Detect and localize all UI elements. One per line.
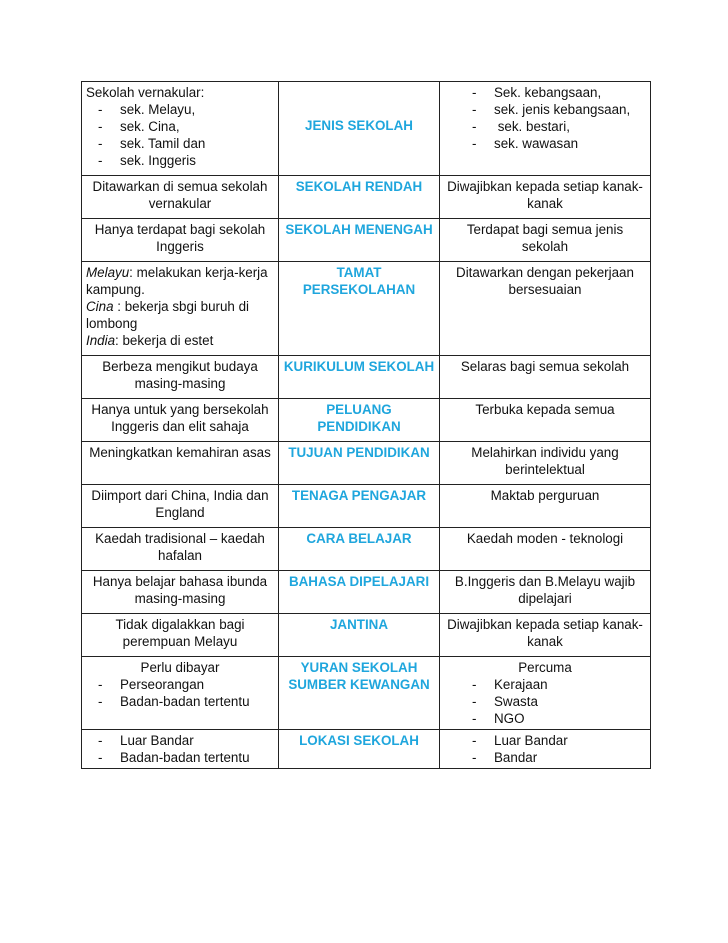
- list-item: - Perseorangan: [98, 677, 205, 692]
- ethnic-label: Cina: [86, 299, 114, 314]
- right-cell: Maktab perguruan: [440, 485, 651, 528]
- comparison-table: [81, 81, 651, 769]
- category-label: BAHASA DIPELAJARI: [279, 571, 440, 614]
- category-label: TAMAT PERSEKOLAHAN: [279, 262, 440, 356]
- right-cell: Diwajibkan kepada setiap kanak-kanak: [440, 614, 651, 657]
- right-cell: Selaras bagi semua sekolah: [440, 356, 651, 399]
- list-title: Sekolah vernakular:: [86, 85, 205, 100]
- list-item: - sek. wawasan: [472, 136, 579, 151]
- table-row: [82, 82, 651, 176]
- table-row: [82, 657, 651, 730]
- list-item: - sek. Tamil dan: [98, 136, 206, 151]
- fees-left-cell: [82, 657, 279, 730]
- category-label: KURIKULUM SEKOLAH: [279, 356, 440, 399]
- right-cell: Terbuka kepada semua: [440, 399, 651, 442]
- table-row: [82, 528, 651, 571]
- location-left-cell: [82, 730, 279, 769]
- list-title: Perlu dibayar: [140, 660, 220, 675]
- table-row: [82, 219, 651, 262]
- right-cell: Kaedah moden - teknologi: [440, 528, 651, 571]
- list-item: - NGO: [472, 711, 525, 726]
- vernacular-cell: [82, 82, 279, 176]
- list-item: - Badan-badan tertentu: [98, 750, 250, 765]
- list-item: - sek. bestari,: [472, 119, 570, 134]
- right-cell: Terdapat bagi semua jenis sekolah: [440, 219, 651, 262]
- national-cell: [440, 82, 651, 176]
- list-item: - Luar Bandar: [98, 733, 194, 748]
- left-cell: Berbeza mengikut budaya masing-masing: [82, 356, 279, 399]
- left-cell: [82, 262, 279, 356]
- category-label: JENIS SEKOLAH: [279, 82, 440, 176]
- list-item: - sek. jenis kebangsaan,: [472, 102, 631, 117]
- table-row: [82, 262, 651, 356]
- category-line: SUMBER KEWANGAN: [288, 677, 430, 692]
- left-cell: Diimport dari China, India dan England: [82, 485, 279, 528]
- location-right-cell: [440, 730, 651, 769]
- left-cell: Ditawarkan di semua sekolah vernakular: [82, 176, 279, 219]
- table-row: [82, 730, 651, 769]
- category-label: PELUANG PENDIDIKAN: [279, 399, 440, 442]
- ethnic-label: Melayu: [86, 265, 130, 280]
- category-label: SEKOLAH MENENGAH: [279, 219, 440, 262]
- list-item: - Bandar: [472, 750, 538, 765]
- left-cell: Meningkatkan kemahiran asas: [82, 442, 279, 485]
- category-label: CARA BELAJAR: [279, 528, 440, 571]
- list-item: - sek. Inggeris: [98, 153, 196, 168]
- list-item: - sek. Cina,: [98, 119, 180, 134]
- left-cell: Hanya belajar bahasa ibunda masing-masing: [82, 571, 279, 614]
- category-label: SEKOLAH RENDAH: [279, 176, 440, 219]
- right-cell: Melahirkan individu yang berintelektual: [440, 442, 651, 485]
- ethnic-text: : bekerja sbgi buruh di lombong: [86, 299, 250, 331]
- list-item: - Kerajaan: [472, 677, 548, 692]
- list-item: - sek. Melayu,: [98, 102, 196, 117]
- table-row: [82, 442, 651, 485]
- category-label: TENAGA PENGAJAR: [279, 485, 440, 528]
- list-item: - Badan-badan tertentu: [98, 694, 250, 709]
- left-cell: Hanya untuk yang bersekolah Inggeris dan elit sahaja: [82, 399, 279, 442]
- table-row: [82, 176, 651, 219]
- table-row: [82, 571, 651, 614]
- left-cell: Kaedah tradisional – kaedah hafalan: [82, 528, 279, 571]
- category-label: [279, 657, 440, 730]
- right-cell: Ditawarkan dengan pekerjaan bersesuaian: [440, 262, 651, 356]
- list-item: - Luar Bandar: [472, 733, 568, 748]
- list-item: - Sek. kebangsaan,: [472, 85, 602, 100]
- right-cell: B.Inggeris dan B.Melayu wajib dipelajari: [440, 571, 651, 614]
- table-row: [82, 399, 651, 442]
- ethnic-label: India: [86, 333, 116, 348]
- ethnic-text: : bekerja di estet: [115, 333, 214, 348]
- left-cell: Hanya terdapat bagi sekolah Inggeris: [82, 219, 279, 262]
- category-label: LOKASI SEKOLAH: [279, 730, 440, 769]
- list-item: - Swasta: [472, 694, 538, 709]
- category-line: YURAN SEKOLAH: [300, 660, 418, 675]
- ethnic-text: : melakukan kerja-kerja kampung.: [86, 265, 268, 297]
- table-row: [82, 356, 651, 399]
- left-cell: Tidak digalakkan bagi perempuan Melayu: [82, 614, 279, 657]
- fees-right-cell: [440, 657, 651, 730]
- table-row: [82, 485, 651, 528]
- list-title: Percuma: [518, 660, 572, 675]
- category-label: TUJUAN PENDIDIKAN: [279, 442, 440, 485]
- table-row: [82, 614, 651, 657]
- right-cell: Diwajibkan kepada setiap kanak-kanak: [440, 176, 651, 219]
- category-label: JANTINA: [279, 614, 440, 657]
